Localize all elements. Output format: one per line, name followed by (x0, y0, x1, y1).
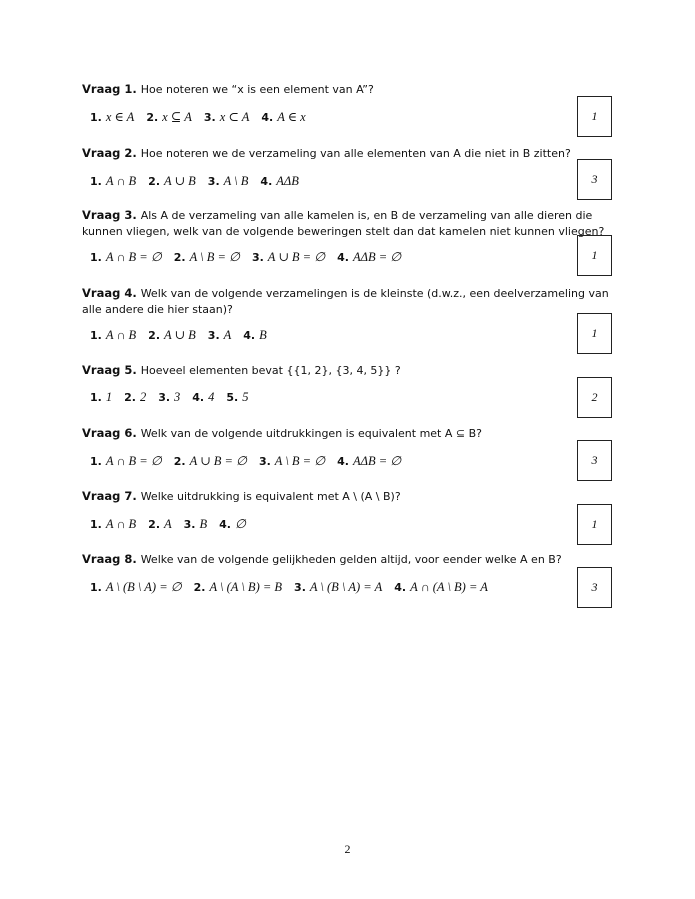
question-label: Vraag 5. (82, 363, 137, 377)
option-value: x ∈ A (105, 110, 135, 124)
option-value: 1 (105, 390, 113, 404)
question-body: Hoe noteren we “x is een element van A”? (140, 83, 374, 96)
option-value: A \ (A \ B) = B (209, 580, 283, 594)
option-3 (259, 454, 325, 468)
answer-box[interactable]: 1 (577, 504, 612, 545)
option-2 (194, 580, 282, 594)
option-value: A \ B = ∅ (274, 454, 326, 468)
option-1 (90, 390, 112, 404)
option-1 (90, 454, 162, 468)
answer-box[interactable]: 2 (577, 377, 612, 418)
option-number: 1. (90, 518, 102, 531)
option-value: 5 (242, 390, 249, 404)
question-2 (82, 146, 617, 188)
option-1 (90, 328, 136, 342)
question-body: Welke uitdrukking is equivalent met A \ (A \ B)? (140, 490, 401, 503)
option-number: 4. (337, 455, 349, 468)
options-row (90, 453, 413, 469)
option-value: A ∪ B = ∅ (189, 454, 247, 468)
question-text (82, 82, 617, 98)
option-value: 4 (208, 390, 215, 404)
question-body: Welke van de volgende gelijkheden gelden altijd, voor eender welke A en B? (140, 553, 562, 566)
option-value: x ⊂ A (219, 110, 250, 124)
option-number: 4. (243, 329, 256, 342)
option-number: 2. (148, 518, 161, 531)
question-7 (82, 489, 617, 531)
option-4 (261, 110, 305, 124)
option-value: A ∪ B (164, 174, 196, 188)
option-2 (148, 174, 196, 188)
option-3 (204, 110, 250, 124)
option-number: 1. (90, 251, 102, 264)
options-row (90, 390, 260, 405)
option-1 (90, 517, 136, 531)
option-number: 3. (251, 251, 264, 264)
question-label: Vraag 7. (82, 489, 137, 503)
question-body: Als A de verzameling van alle kamelen is, en B de verzameling van alle dieren die kunnen vliegen, welk van de volgende beweringen stelt dan dat kamelen niet kunnen vliegen? (82, 209, 605, 238)
option-value: 2 (139, 390, 147, 404)
option-number: 2. (148, 329, 161, 342)
option-value: A \ B (223, 174, 249, 188)
option-value: B (259, 328, 267, 342)
question-label: Vraag 6. (82, 426, 137, 440)
option-2 (146, 110, 192, 124)
option-4 (394, 580, 488, 594)
option-value: x ⊆ A (162, 110, 192, 124)
option-number: 1. (90, 111, 102, 124)
option-number: 4. (261, 111, 274, 124)
option-3 (208, 328, 231, 342)
answer-box[interactable]: 3 (577, 440, 612, 481)
option-number: 2. (148, 175, 161, 188)
option-2 (124, 390, 146, 404)
option-value: A ∩ B (105, 328, 137, 342)
option-number: 4. (394, 581, 407, 594)
option-1 (90, 580, 182, 594)
option-value: A \ (B \ A) = ∅ (105, 580, 182, 594)
question-label: Vraag 2. (82, 146, 137, 160)
question-5 (82, 363, 617, 404)
option-value: A ∩ B (105, 174, 137, 188)
option-value: AΔB = ∅ (352, 250, 402, 264)
option-value: A \ (B \ A) = A (309, 580, 383, 594)
option-3 (184, 517, 207, 531)
option-value: A ∩ B = ∅ (105, 454, 162, 468)
option-number: 2. (193, 581, 206, 594)
question-3 (82, 208, 617, 264)
option-number: 4. (219, 518, 231, 531)
option-value: ∅ (234, 517, 246, 531)
option-number: 3. (158, 391, 171, 404)
question-body: Hoe noteren we de verzameling van alle elementen van A die niet in B zitten? (140, 147, 571, 160)
question-text (82, 363, 617, 379)
option-number: 3. (207, 329, 220, 342)
option-value: B (199, 517, 208, 531)
option-3 (158, 390, 180, 404)
question-body: Hoeveel elementen bevat {{1, 2}, {3, 4, 5}} ? (140, 364, 401, 377)
option-number: 5. (226, 391, 239, 404)
option-2 (174, 454, 247, 468)
option-4 (243, 328, 266, 342)
option-value: A ∪ B (164, 328, 196, 342)
answer-box[interactable]: 1 (577, 96, 612, 137)
options-row (90, 173, 311, 189)
question-text (82, 426, 617, 442)
option-4 (337, 250, 401, 264)
option-number: 2. (146, 111, 159, 124)
option-value: A \ B = ∅ (189, 250, 240, 264)
option-number: 1. (90, 391, 102, 404)
option-value: 3 (174, 390, 181, 404)
question-text (82, 489, 617, 505)
option-value: A ∈ x (277, 110, 306, 124)
option-value: AΔB (276, 174, 299, 188)
options-row (90, 109, 318, 125)
option-3 (208, 174, 249, 188)
option-number: 4. (192, 391, 205, 404)
option-value: A ∪ B = ∅ (267, 250, 326, 264)
option-1 (90, 174, 136, 188)
question-text (82, 208, 617, 240)
question-6 (82, 426, 617, 468)
option-2 (148, 328, 196, 342)
option-number: 1. (90, 175, 102, 188)
option-number: 1. (90, 329, 102, 342)
option-number: 3. (183, 518, 196, 531)
option-2 (174, 250, 240, 264)
option-3 (252, 250, 325, 264)
question-text (82, 552, 617, 568)
option-value: A (223, 328, 232, 342)
option-number: 2. (124, 391, 136, 404)
question-label: Vraag 1. (82, 82, 137, 96)
option-number: 1. (90, 455, 102, 468)
question-label: Vraag 8. (82, 552, 137, 566)
option-number: 2. (173, 455, 186, 468)
question-body: Welk van de volgende uitdrukkingen is equivalent met A ⊆ B? (140, 427, 482, 440)
answer-box[interactable]: 3 (577, 567, 612, 608)
option-3 (294, 580, 382, 594)
options-row (90, 516, 258, 532)
question-text (82, 286, 617, 318)
question-label: Vraag 3. (82, 208, 137, 222)
option-number: 4. (260, 175, 273, 188)
option-number: 1. (90, 581, 102, 594)
option-number: 4. (337, 251, 349, 264)
question-text (82, 146, 617, 162)
answer-box[interactable]: 1 (577, 235, 612, 276)
option-number: 3. (258, 455, 271, 468)
option-1 (90, 110, 134, 124)
option-value: A ∩ B (105, 517, 137, 531)
option-number: 3. (294, 581, 306, 594)
option-4 (260, 174, 298, 188)
question-label: Vraag 4. (82, 286, 137, 300)
question-8 (82, 552, 617, 594)
option-value: A (164, 517, 172, 531)
page-number: 2 (344, 842, 351, 856)
answer-box[interactable]: 3 (577, 159, 612, 200)
question-4 (82, 286, 617, 342)
option-value: A ∩ (A \ B) = A (410, 580, 488, 594)
question-body: Welk van de volgende verzamelingen is de kleinste (d.w.z., een deelverzameling van alle andere die hier staan)? (82, 287, 609, 316)
options-row (90, 249, 413, 265)
option-number: 2. (173, 251, 186, 264)
option-number: 3. (207, 175, 220, 188)
answer-box[interactable]: 1 (577, 313, 612, 354)
option-2 (148, 517, 171, 531)
options-row (90, 327, 279, 343)
question-1 (82, 82, 617, 124)
option-number: 3. (203, 111, 216, 124)
options-row (90, 579, 500, 595)
option-4 (192, 390, 214, 404)
option-1 (90, 250, 162, 264)
option-4 (337, 454, 401, 468)
option-value: A ∩ B = ∅ (105, 250, 162, 264)
option-value: AΔB = ∅ (352, 454, 402, 468)
option-4 (219, 517, 246, 531)
option-5 (226, 390, 248, 404)
